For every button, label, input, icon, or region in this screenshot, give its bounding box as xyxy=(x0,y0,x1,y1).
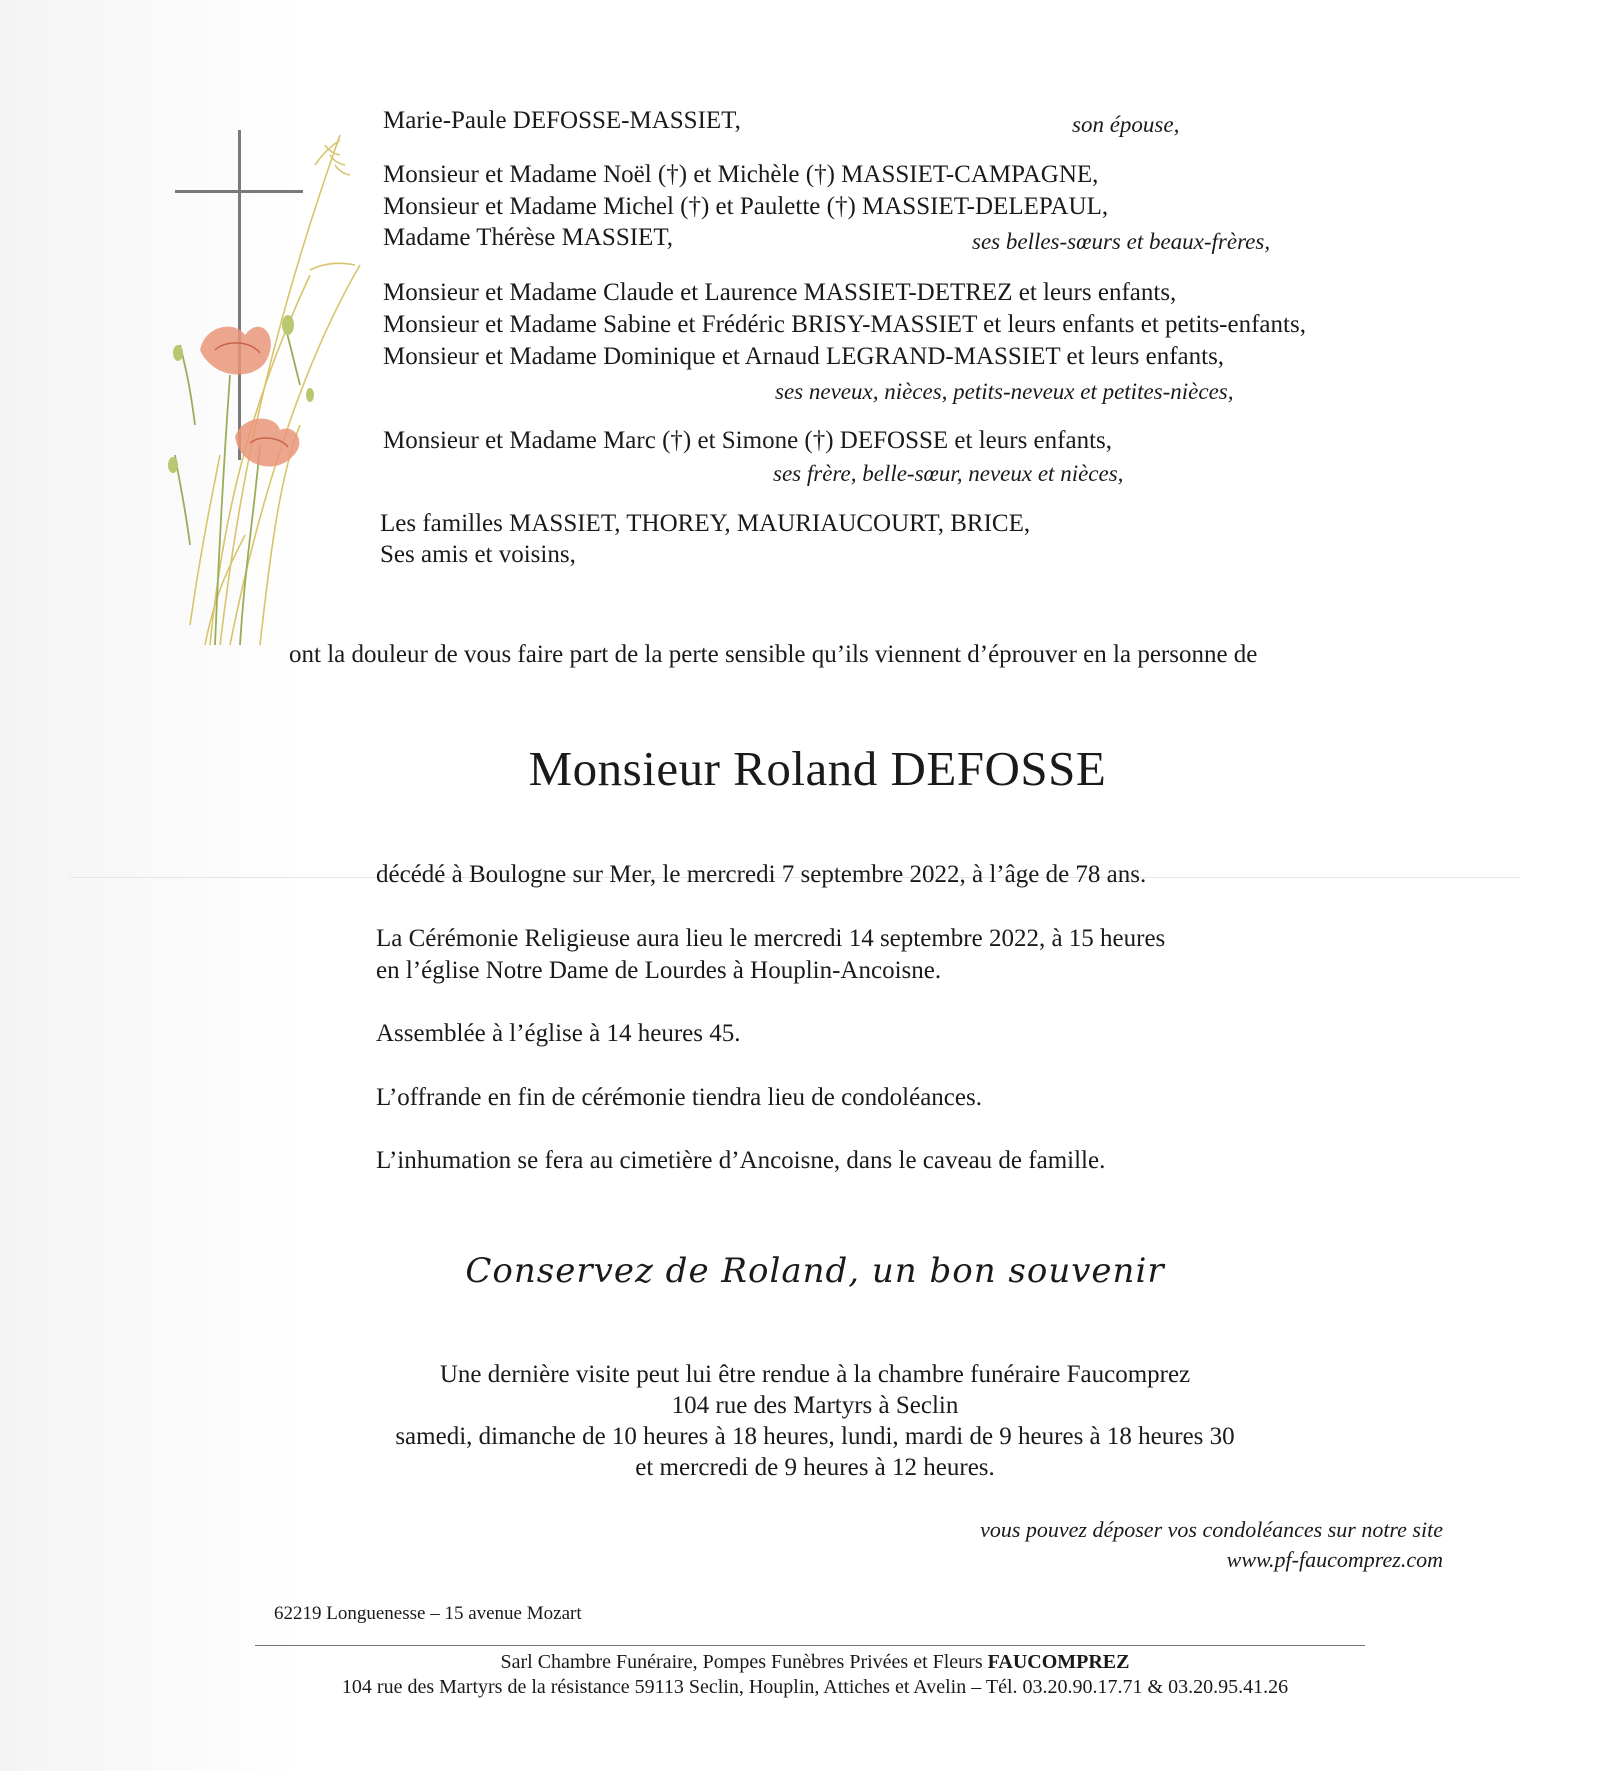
deceased-name: Monsieur Roland DEFOSSE xyxy=(528,741,1107,796)
visit-line-4: et mercredi de 9 heures à 12 heures. xyxy=(635,1454,995,1481)
condolences-text: vous pouvez déposer vos condoléances sur notre site xyxy=(980,1517,1443,1542)
spouse-relation: son épouse, xyxy=(1072,112,1180,137)
assembly-notice: Assemblée à l’église à 14 heures 45. xyxy=(376,1020,741,1047)
poppy-icon xyxy=(200,327,299,467)
burial-notice: L’inhumation se fera au cimetière d’Ancoisne, dans le caveau de famille. xyxy=(376,1147,1106,1174)
friends-line: Ses amis et voisins, xyxy=(380,541,576,568)
cross-poppy-illustration xyxy=(160,125,370,655)
cross-icon xyxy=(175,130,303,460)
footer-company-prefix: Sarl Chambre Funéraire, Pompes Funèbres Privées et Fleurs xyxy=(500,1651,983,1673)
sibling-relation: ses frère, belle-sœur, neveux et nièces, xyxy=(773,461,1124,486)
nephews-relation: ses neveux, nièces, petits-neveux et petites-nièces, xyxy=(775,379,1234,404)
ceremony-line-1: La Cérémonie Religieuse aura lieu le mercredi 14 septembre 2022, à 15 heures xyxy=(376,925,1166,952)
nephew-line-2: Monsieur et Madame Sabine et Frédéric BRISY-MASSIET et leurs enfants et petits-enfants, xyxy=(383,311,1306,338)
in-law-line-1: Monsieur et Madame Noël (†) et Michèle (†) MASSIET-CAMPAGNE, xyxy=(383,161,1099,188)
visit-line-2: 104 rue des Martyrs à Seclin xyxy=(671,1392,959,1419)
ceremony-line-2: en l’église Notre Dame de Lourdes à Houplin-Ancoisne. xyxy=(376,957,942,984)
death-notice: décédé à Boulogne sur Mer, le mercredi 7 septembre 2022, à l’âge de 78 ans. xyxy=(376,861,1147,888)
in-law-line-2: Monsieur et Madame Michel (†) et Paulette (†) MASSIET-DELEPAUL, xyxy=(383,193,1109,220)
footer-company-name: FAUCOMPREZ xyxy=(987,1651,1130,1673)
address: 62219 Longuenesse – 15 avenue Mozart xyxy=(274,1603,582,1624)
spouse-name: Marie-Paule DEFOSSE-MASSIET, xyxy=(383,107,741,134)
visit-line-3: samedi, dimanche de 10 heures à 18 heures, lundi, mardi de 9 heures à 18 heures 30 xyxy=(395,1423,1235,1450)
sibling-line: Monsieur et Madame Marc (†) et Simone (†) DEFOSSE et leurs enfants, xyxy=(383,427,1113,454)
footer-divider xyxy=(255,1645,1365,1646)
condolences-site-link[interactable]: www.pf-faucomprez.com xyxy=(1226,1547,1443,1572)
families-line: Les familles MASSIET, THOREY, MAURIAUCOURT, BRICE, xyxy=(380,510,1031,537)
in-laws-relation: ses belles-sœurs et beaux-frères, xyxy=(972,229,1271,254)
offering-notice: L’offrande en fin de cérémonie tiendra lieu de condoléances. xyxy=(376,1084,982,1111)
nephew-line-3: Monsieur et Madame Dominique et Arnaud LEGRAND-MASSIET et leurs enfants, xyxy=(383,343,1225,370)
wheat-stalks-icon xyxy=(190,135,360,645)
announcement: ont la douleur de vous faire part de la perte sensible qu’ils viennent d’éprouver en la personne de xyxy=(289,641,1258,668)
visit-line-1: Une dernière visite peut lui être rendue à la chambre funéraire Faucomprez xyxy=(439,1361,1191,1388)
memorial-phrase: Conservez de Roland, un bon souvenir xyxy=(465,1251,1165,1291)
footer-company xyxy=(0,1652,1600,1672)
in-law-line-3: Madame Thérèse MASSIET, xyxy=(383,224,673,251)
footer-contact: 104 rue des Martyrs de la résistance 59113 Seclin, Houplin, Attiches et Avelin – Tél. 03.20.90.17.71 & 03.20.95.41.26 xyxy=(341,1676,1289,1698)
nephew-line-1: Monsieur et Madame Claude et Laurence MASSIET-DETREZ et leurs enfants, xyxy=(383,279,1177,306)
